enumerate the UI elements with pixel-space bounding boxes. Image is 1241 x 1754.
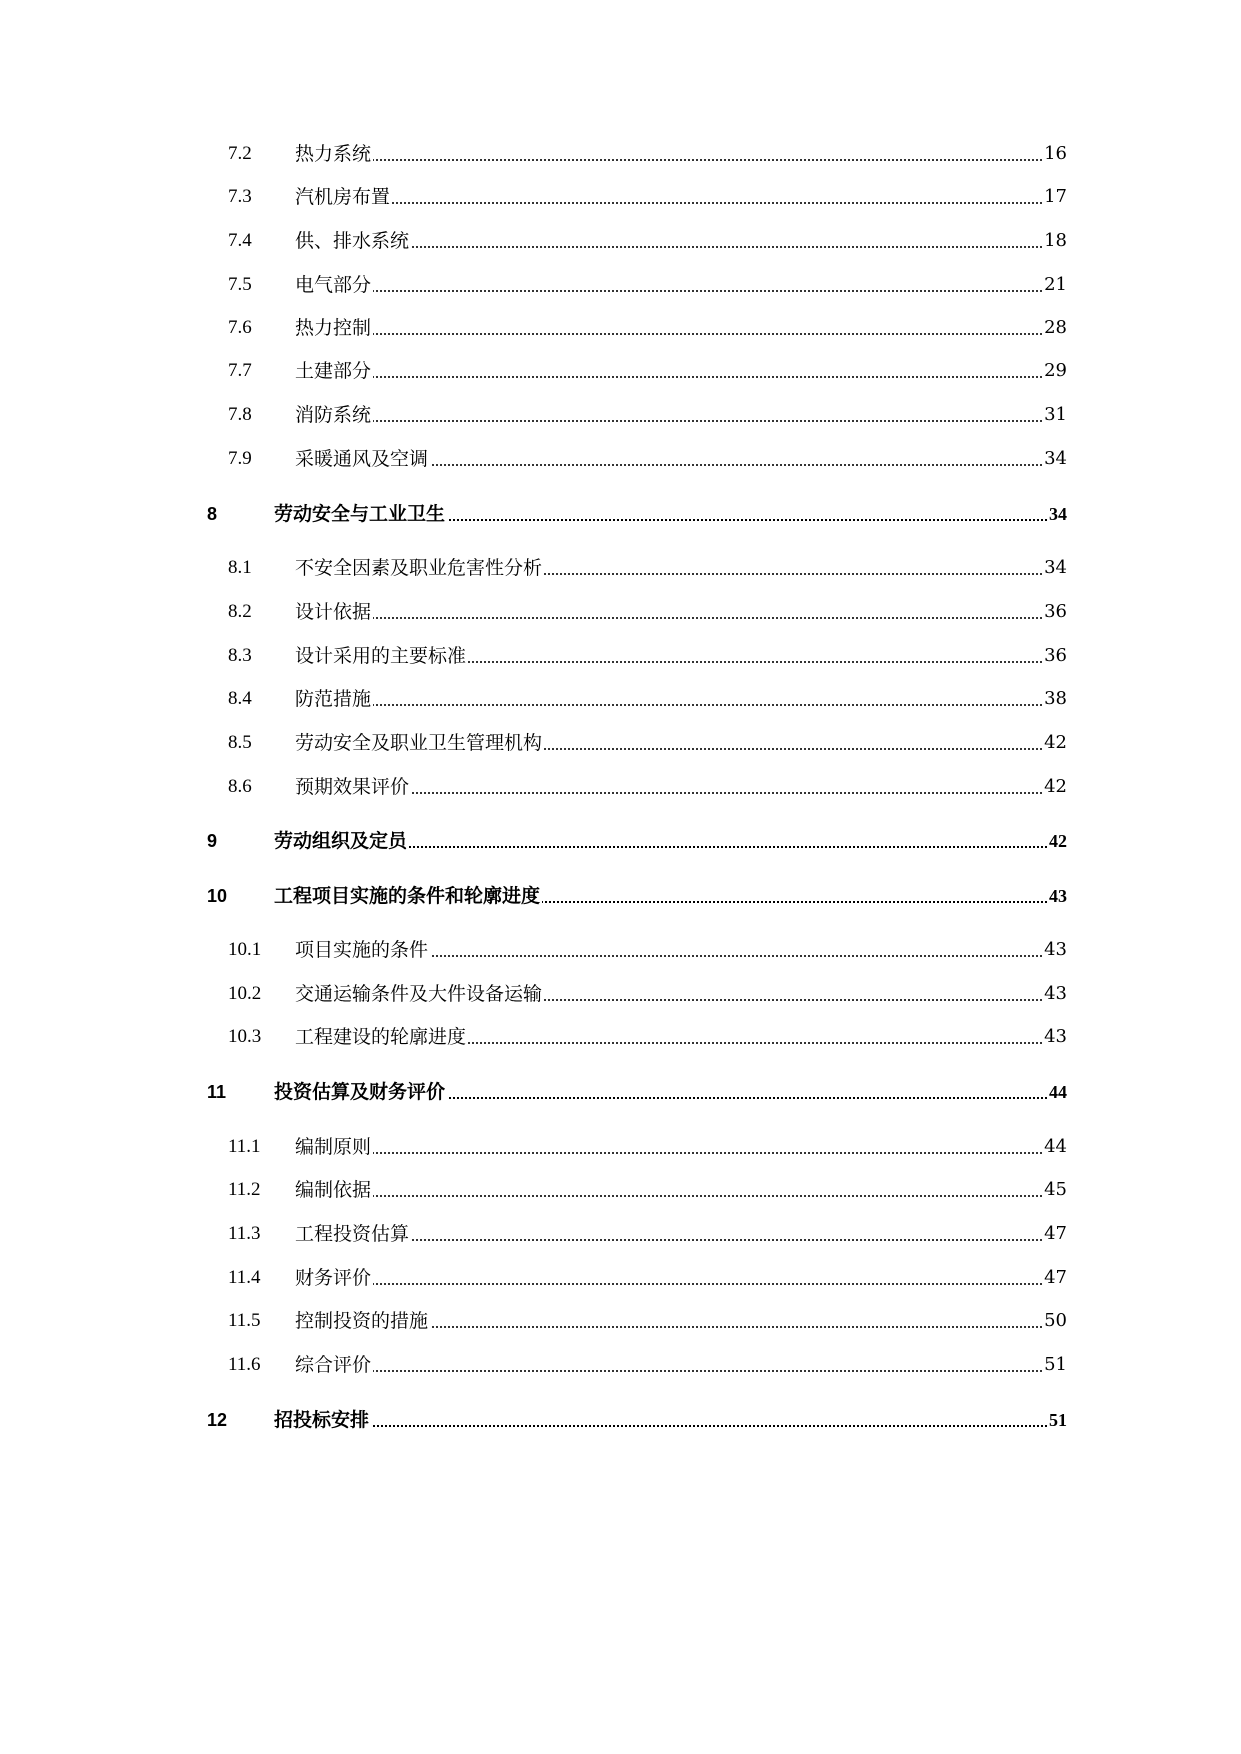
toc-entry-number: 8 xyxy=(207,504,218,524)
dot-leader xyxy=(295,376,1066,378)
toc-entry-title: 防范措施 xyxy=(295,682,373,716)
toc-entry-page-number: 45 xyxy=(1042,1173,1067,1207)
toc-section-entry[interactable] xyxy=(0,682,1241,716)
toc-section-entry[interactable] xyxy=(0,1173,1241,1207)
dot-leader xyxy=(295,1370,1066,1372)
toc-entry-number: 8.2 xyxy=(228,601,252,622)
toc-entry-number: 7.3 xyxy=(228,186,252,207)
toc-section-entry[interactable] xyxy=(0,977,1241,1011)
toc-entry-number: 7.9 xyxy=(228,448,252,469)
dot-leader xyxy=(295,333,1066,335)
toc-entry-page-number: 44 xyxy=(1047,1075,1067,1109)
toc-entry-page-number: 38 xyxy=(1042,682,1067,716)
toc-section-entry[interactable] xyxy=(0,224,1241,258)
toc-entry-number: 11.1 xyxy=(228,1136,261,1157)
toc-entry-title: 设计采用的主要标准 xyxy=(295,639,468,673)
toc-section-entry[interactable] xyxy=(0,180,1241,214)
toc-entry-page-number: 42 xyxy=(1047,824,1067,858)
dot-leader xyxy=(295,420,1066,422)
toc-section-entry[interactable] xyxy=(0,639,1241,673)
toc-entry-number: 11.2 xyxy=(228,1179,261,1200)
toc-section-entry[interactable] xyxy=(0,595,1241,629)
toc-section-entry[interactable] xyxy=(0,442,1241,476)
dot-leader xyxy=(295,617,1066,619)
toc-entry-number: 8.4 xyxy=(228,688,252,709)
toc-section-entry[interactable] xyxy=(0,354,1241,388)
toc-entry-title: 供、排水系统 xyxy=(295,224,411,258)
toc-section-entry[interactable] xyxy=(0,1130,1241,1164)
toc-entry-number: 8.1 xyxy=(228,557,252,578)
toc-entry-number: 10.1 xyxy=(228,939,262,960)
toc-entry-title: 工程建设的轮廓进度 xyxy=(295,1020,468,1054)
toc-entry-number: 8.3 xyxy=(228,645,252,666)
toc-entry-title: 综合评价 xyxy=(295,1348,373,1382)
toc-entry-page-number: 51 xyxy=(1047,1403,1067,1437)
toc-entry-page-number: 43 xyxy=(1042,977,1067,1011)
toc-chapter-entry[interactable] xyxy=(0,1075,1241,1109)
toc-entry-number: 7.2 xyxy=(228,143,252,164)
toc-entry-number: 7.7 xyxy=(228,360,252,381)
dot-leader xyxy=(274,1425,1066,1427)
toc-entry-page-number: 16 xyxy=(1042,137,1067,171)
toc-entry-number: 12 xyxy=(207,1410,228,1430)
toc-entry-title: 财务评价 xyxy=(295,1261,373,1295)
toc-entry-page-number: 21 xyxy=(1042,268,1067,302)
dot-leader xyxy=(295,159,1066,161)
toc-chapter-entry[interactable] xyxy=(0,1403,1241,1437)
toc-entry-title: 设计依据 xyxy=(295,595,373,629)
toc-entry-number: 10.3 xyxy=(228,1026,262,1047)
toc-section-entry[interactable] xyxy=(0,1020,1241,1054)
toc-entry-number: 7.6 xyxy=(228,317,252,338)
dot-leader xyxy=(295,1195,1066,1197)
toc-entry-number: 7.8 xyxy=(228,404,252,425)
toc-entry-page-number: 43 xyxy=(1042,1020,1067,1054)
toc-entry-number: 9 xyxy=(207,831,218,851)
toc-chapter-entry[interactable] xyxy=(0,497,1241,531)
toc-entry-title: 热力系统 xyxy=(295,137,373,171)
toc-entry-title: 控制投资的措施 xyxy=(295,1304,430,1338)
toc-entry-title: 土建部分 xyxy=(295,354,373,388)
toc-entry-title: 工程投资估算 xyxy=(295,1217,411,1251)
toc-entry-number: 11 xyxy=(207,1082,227,1102)
toc-entry-page-number: 34 xyxy=(1047,497,1067,531)
toc-entry-page-number: 42 xyxy=(1042,770,1067,804)
toc-entry-title: 项目实施的条件 xyxy=(295,933,430,967)
toc-section-entry[interactable] xyxy=(0,1217,1241,1251)
toc-entry-page-number: 47 xyxy=(1042,1217,1067,1251)
toc-entry-title: 招投标安排 xyxy=(274,1403,371,1437)
toc-section-entry[interactable] xyxy=(0,1261,1241,1295)
toc-section-entry[interactable] xyxy=(0,726,1241,760)
toc-entry-title: 编制依据 xyxy=(295,1173,373,1207)
toc-entry-number: 8.6 xyxy=(228,776,252,797)
toc-entry-number: 7.4 xyxy=(228,230,252,251)
toc-entry-page-number: 34 xyxy=(1042,442,1067,476)
toc-section-entry[interactable] xyxy=(0,933,1241,967)
toc-section-entry[interactable] xyxy=(0,268,1241,302)
toc-entry-page-number: 51 xyxy=(1042,1348,1067,1382)
toc-section-entry[interactable] xyxy=(0,1304,1241,1338)
toc-entry-page-number: 29 xyxy=(1042,354,1067,388)
toc-entry-number: 11.5 xyxy=(228,1310,261,1331)
toc-entry-page-number: 36 xyxy=(1042,639,1067,673)
toc-entry-page-number: 42 xyxy=(1042,726,1067,760)
toc-entry-page-number: 28 xyxy=(1042,311,1067,345)
dot-leader xyxy=(295,202,1066,204)
toc-entry-number: 7.5 xyxy=(228,274,252,295)
toc-section-entry[interactable] xyxy=(0,551,1241,585)
toc-entry-title: 劳动组织及定员 xyxy=(274,824,409,858)
toc-entry-number: 10 xyxy=(207,886,228,906)
toc-entry-number: 10.2 xyxy=(228,983,262,1004)
toc-chapter-entry[interactable] xyxy=(0,824,1241,858)
toc-entry-page-number: 34 xyxy=(1042,551,1067,585)
toc-entry-title: 劳动安全及职业卫生管理机构 xyxy=(295,726,544,760)
toc-entry-page-number: 43 xyxy=(1047,879,1067,913)
toc-entry-title: 汽机房布置 xyxy=(295,180,392,214)
toc-entry-title: 不安全因素及职业危害性分析 xyxy=(295,551,544,585)
toc-entry-page-number: 31 xyxy=(1042,398,1067,432)
toc-entry-title: 投资估算及财务评价 xyxy=(274,1075,447,1109)
toc-entry-page-number: 50 xyxy=(1042,1304,1067,1338)
toc-entry-title: 劳动安全与工业卫生 xyxy=(274,497,447,531)
toc-entry-page-number: 44 xyxy=(1042,1130,1067,1164)
toc-section-entry[interactable] xyxy=(0,137,1241,171)
toc-entry-title: 工程项目实施的条件和轮廓进度 xyxy=(274,879,542,913)
toc-entry-title: 热力控制 xyxy=(295,311,373,345)
dot-leader xyxy=(295,290,1066,292)
toc-entry-number: 8.5 xyxy=(228,732,252,753)
dot-leader xyxy=(295,1152,1066,1154)
toc-entry-page-number: 47 xyxy=(1042,1261,1067,1295)
toc-entry-title: 消防系统 xyxy=(295,398,373,432)
dot-leader xyxy=(295,1283,1066,1285)
toc-entry-title: 电气部分 xyxy=(295,268,373,302)
toc-chapter-entry[interactable] xyxy=(0,879,1241,913)
toc-entry-title: 预期效果评价 xyxy=(295,770,411,804)
toc-entry-page-number: 43 xyxy=(1042,933,1067,967)
toc-entry-number: 11.4 xyxy=(228,1267,261,1288)
toc-section-entry[interactable] xyxy=(0,311,1241,345)
toc-entry-title: 交通运输条件及大件设备运输 xyxy=(295,977,544,1011)
dot-leader xyxy=(295,704,1066,706)
toc-entry-page-number: 36 xyxy=(1042,595,1067,629)
toc-section-entry[interactable] xyxy=(0,1348,1241,1382)
toc-entry-number: 11.3 xyxy=(228,1223,261,1244)
toc-entry-page-number: 18 xyxy=(1042,224,1067,258)
toc-entry-number: 11.6 xyxy=(228,1354,261,1375)
toc-entry-page-number: 17 xyxy=(1042,180,1067,214)
toc-section-entry[interactable] xyxy=(0,398,1241,432)
toc-section-entry[interactable] xyxy=(0,770,1241,804)
toc-entry-title: 编制原则 xyxy=(295,1130,373,1164)
toc-entry-title: 采暖通风及空调 xyxy=(295,442,430,476)
